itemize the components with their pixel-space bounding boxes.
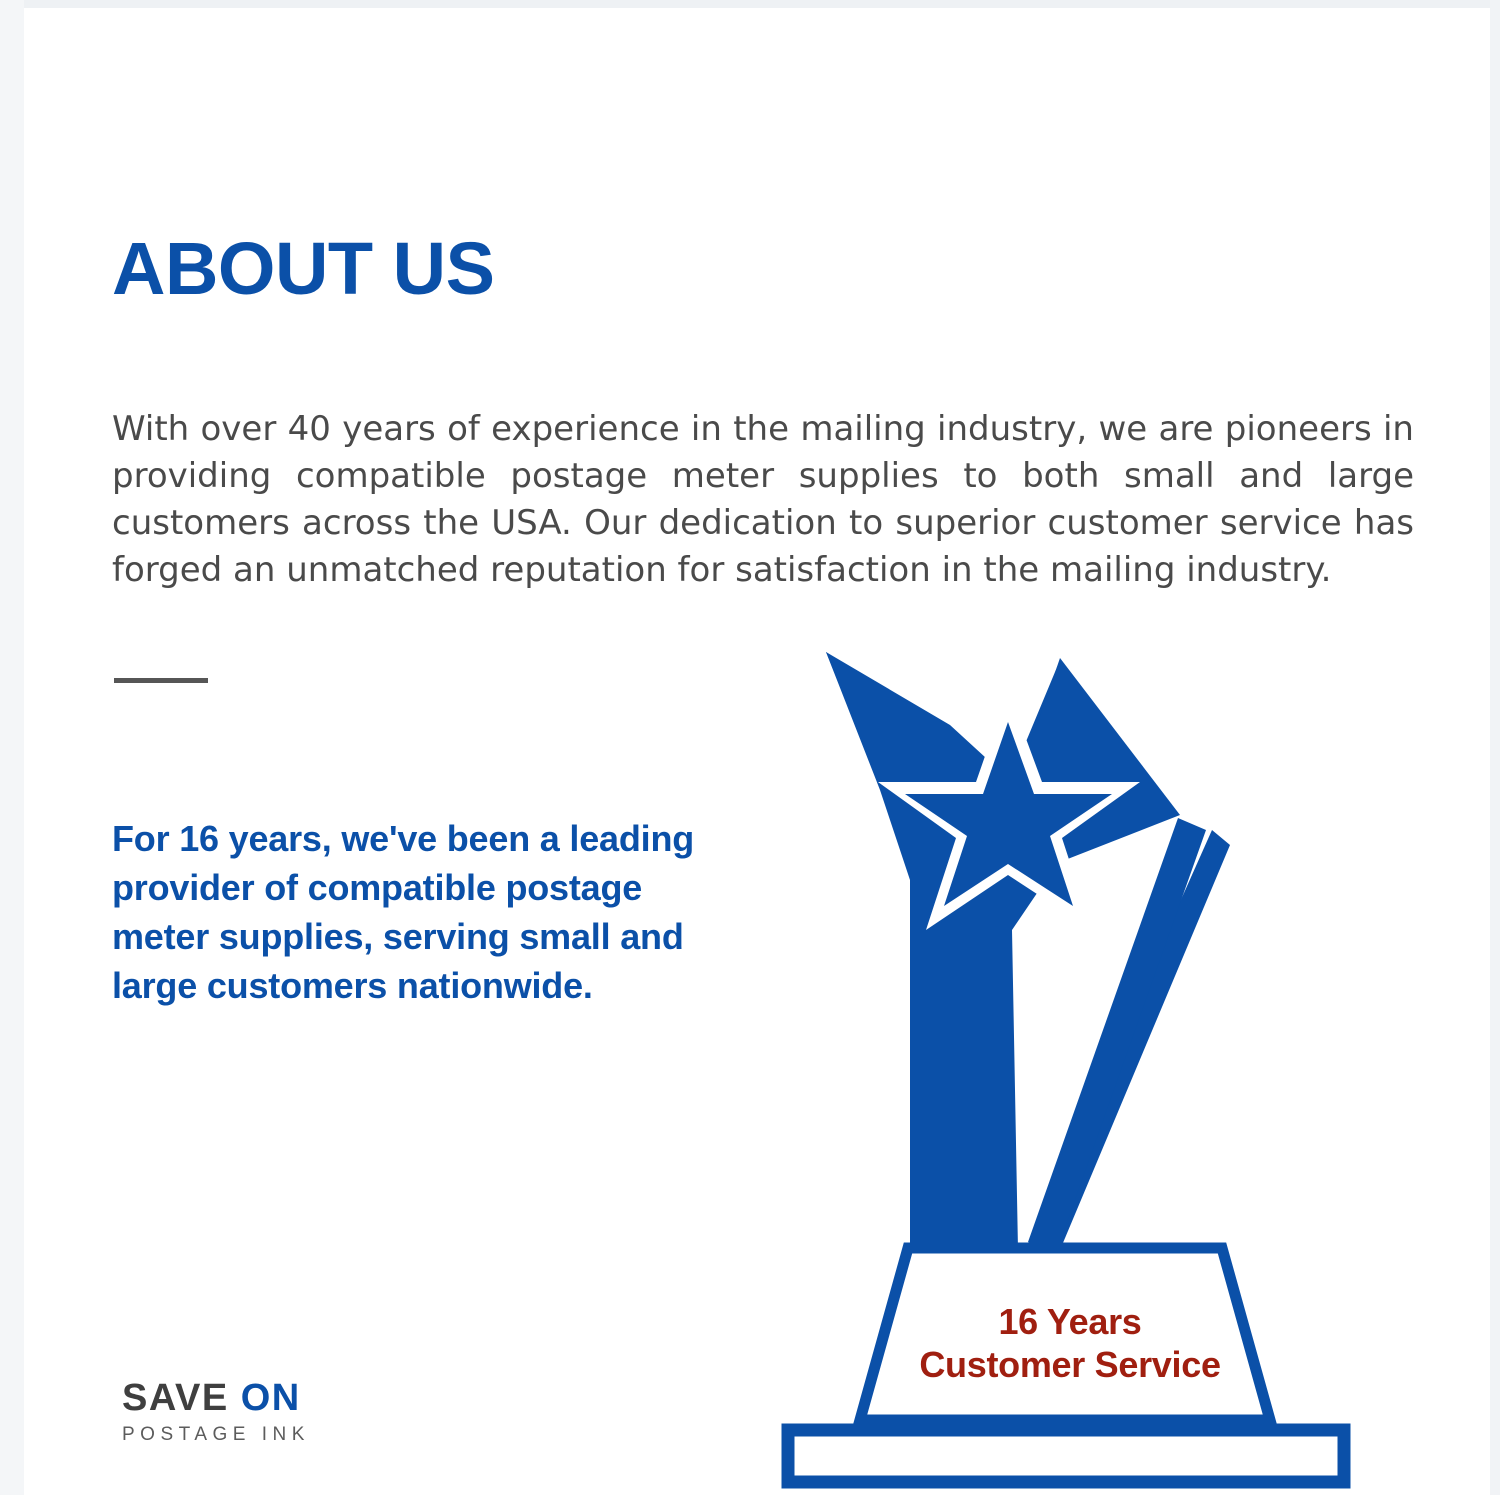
logo-tagline: POSTAGE INK	[122, 1424, 310, 1445]
highlight-statement: For 16 years, we've been a leading provider of compatible postage meter supplies, serving small and large customers nationwide.	[112, 818, 695, 1006]
brand-logo	[122, 1378, 362, 1448]
logo-wordmark	[122, 1378, 362, 1418]
logo-word-save: SAVE	[122, 1377, 229, 1419]
top-edge-strip	[0, 0, 1500, 8]
body-paragraph: With over 40 years of experience in the mailing industry, we are pioneers in providing compatible postage meter supplies to both small and large customers across the USA. Our dedication to superior customer service has forged an unmatched reputation for satisfaction in the mailing industry.	[112, 409, 1414, 590]
section-divider	[114, 678, 208, 683]
page-title: ABOUT US	[112, 226, 495, 310]
left-edge-strip	[0, 0, 24, 1495]
trophy-engraving-line1: 16 Years	[998, 1301, 1142, 1342]
trophy-engraving-text	[840, 1300, 1300, 1386]
right-edge-strip	[1490, 0, 1500, 1495]
logo-word-on: ON	[240, 1377, 301, 1419]
trophy-engraving-line2: Customer Service	[919, 1344, 1221, 1385]
